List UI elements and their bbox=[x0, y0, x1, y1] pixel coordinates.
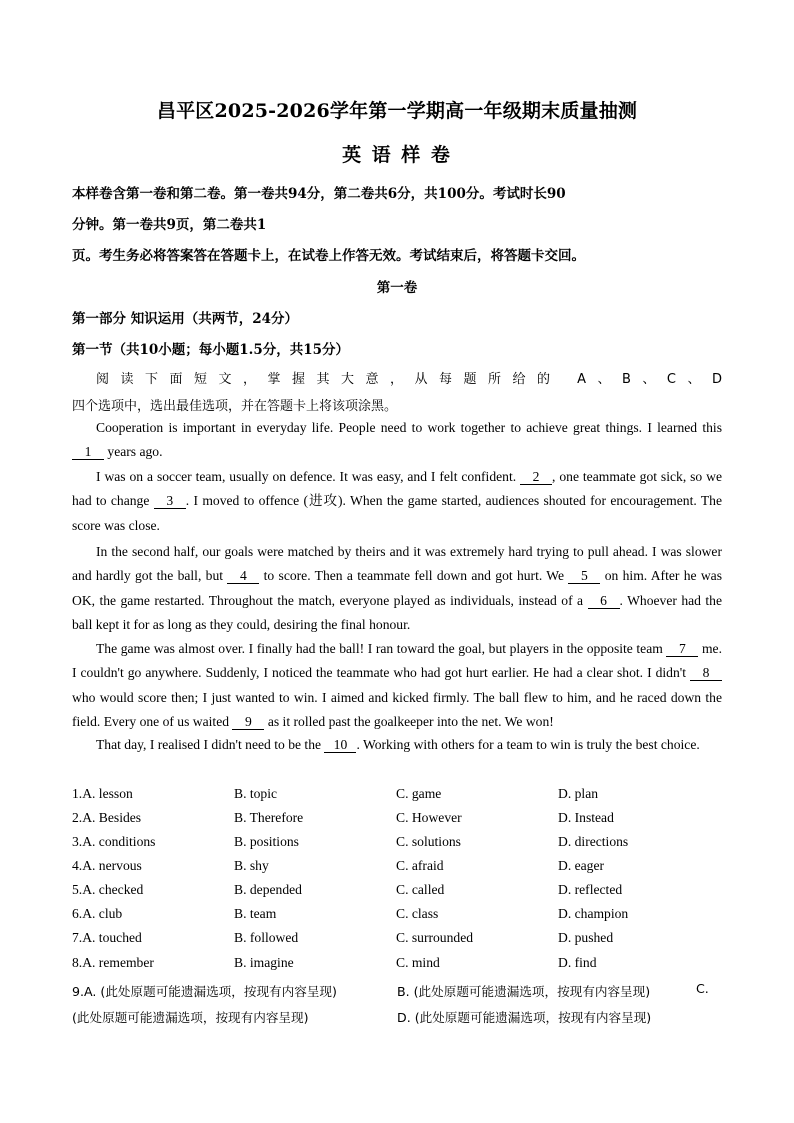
option-7a[interactable]: 7.A. touched bbox=[72, 930, 142, 945]
option-8c[interactable]: C. mind bbox=[396, 955, 440, 970]
option-6c[interactable]: C. class bbox=[396, 906, 439, 921]
instruction-line-1: 阅读下面短文，掌握其大意，从每题所给的 A、B、C、D bbox=[96, 372, 722, 387]
blank-5[interactable]: 5 bbox=[568, 568, 600, 584]
option-3d[interactable]: D. directions bbox=[558, 834, 629, 849]
options-row-q6 bbox=[72, 906, 722, 928]
option-5b[interactable]: B. depended bbox=[234, 882, 302, 897]
option-6d[interactable]: D. champion bbox=[558, 906, 629, 921]
option-4b[interactable]: B. shy bbox=[234, 858, 269, 873]
passage-paragraph-5: That day, I realised I didn't need to be the 10 . Working with others for a team to win is truly the best choice. bbox=[96, 737, 700, 752]
options-row-q2 bbox=[72, 810, 722, 832]
option-3a[interactable]: 3.A. conditions bbox=[72, 834, 156, 849]
blank-3[interactable]: 3 bbox=[154, 493, 186, 509]
exam-subtitle: 英 语 样 卷 bbox=[342, 144, 452, 166]
options-row-q3 bbox=[72, 834, 722, 856]
instruction-line-2: 四个选项中，选出最佳选项，并在答题卡上将该项涂黑。 bbox=[72, 399, 398, 414]
option-1c[interactable]: C. game bbox=[396, 786, 442, 801]
option-4c[interactable]: C. afraid bbox=[396, 858, 444, 873]
option-9d[interactable]: D. (此处原题可能遗漏选项，按现有内容呈现) bbox=[397, 1010, 652, 1025]
option-8b[interactable]: B. imagine bbox=[234, 955, 294, 970]
option-1b[interactable]: B. topic bbox=[234, 786, 278, 801]
blank-10[interactable]: 10 bbox=[324, 737, 356, 753]
passage-paragraph-1: Cooperation is important in everyday life. People need to work together to achieve great things. I learned this 1 years ago. bbox=[72, 416, 722, 465]
part-heading: 第一部分 知识运用（共两节，24分） bbox=[72, 311, 298, 327]
option-5d[interactable]: D. reflected bbox=[558, 882, 623, 897]
passage-paragraph-3: In the second half, our goals were matched by theirs and it was extremely hard trying to pull ahead. I was slower and hardly got the ball, but 4 to score. Then a teammate fell down and got hurt. We 5 on him. After he was OK, the game restarted. Throughout the match, everyone played as individuals, instead of a 6 . Whoever had the ball kept it for as long as they could, desiring the final honour. bbox=[72, 544, 722, 633]
option-3b[interactable]: B. positions bbox=[234, 834, 299, 849]
option-4a[interactable]: 4.A. nervous bbox=[72, 858, 142, 873]
option-7c[interactable]: C. surrounded bbox=[396, 930, 474, 945]
option-2d[interactable]: D. Instead bbox=[558, 810, 614, 825]
option-5c[interactable]: C. called bbox=[396, 882, 445, 897]
option-9c-text: (此处原题可能遗漏选项，按现有内容呈现) bbox=[72, 1010, 309, 1025]
option-4d[interactable]: D. eager bbox=[558, 858, 605, 873]
option-6b[interactable]: B. team bbox=[234, 906, 277, 921]
option-9c-label[interactable]: C. bbox=[696, 981, 709, 996]
options-row-q7 bbox=[72, 930, 722, 952]
option-8a[interactable]: 8.A. remember bbox=[72, 955, 154, 970]
blank-6[interactable]: 6 bbox=[588, 593, 620, 609]
option-7d[interactable]: D. pushed bbox=[558, 930, 614, 945]
option-8d[interactable]: D. find bbox=[558, 955, 597, 970]
options-row-q8 bbox=[72, 955, 722, 977]
options-row-q4 bbox=[72, 858, 722, 880]
option-2c[interactable]: C. However bbox=[396, 810, 462, 825]
intro-line-1: 本样卷含第一卷和第二卷。第一卷共94分，第二卷共6分，共100分。考试时长90 bbox=[72, 186, 566, 202]
blank-1[interactable]: 1 bbox=[72, 444, 104, 460]
options-row-q1 bbox=[72, 786, 722, 808]
blank-4[interactable]: 4 bbox=[227, 568, 259, 584]
options-row-q5 bbox=[72, 882, 722, 904]
exam-title: 昌平区2025-2026学年第一学期高一年级期末质量抽测 bbox=[156, 100, 638, 122]
option-7b[interactable]: B. followed bbox=[234, 930, 299, 945]
option-9b[interactable]: B. (此处原题可能遗漏选项，按现有内容呈现) bbox=[397, 984, 651, 999]
option-1d[interactable]: D. plan bbox=[558, 786, 599, 801]
option-3c[interactable]: C. solutions bbox=[396, 834, 461, 849]
option-2a[interactable]: 2.A. Besides bbox=[72, 810, 142, 825]
option-2b[interactable]: B. Therefore bbox=[234, 810, 304, 825]
blank-9[interactable]: 9 bbox=[232, 714, 264, 730]
option-9a[interactable]: 9.A. (此处原题可能遗漏选项，按现有内容呈现) bbox=[72, 984, 337, 999]
blank-8[interactable]: 8 bbox=[690, 665, 722, 681]
option-5a[interactable]: 5.A. checked bbox=[72, 882, 144, 897]
volume-heading: 第一卷 bbox=[376, 280, 418, 296]
intro-line-3: 页。考生务必将答案答在答题卡上，在试卷上作答无效。考试结束后，将答题卡交回。 bbox=[72, 248, 585, 264]
subsection-heading: 第一节（共10小题；每小题1.5分，共15分） bbox=[72, 342, 350, 358]
passage-paragraph-4: The game was almost over. I finally had the ball! I ran toward the goal, but players in the opposite team 7 me. I couldn't go anywhere. Suddenly, I noticed the teammate who had got hurt earlier. He had a clear shot. I didn't 8 who would score then; I just wanted to win. I aimed and kicked firmly. The ball flew to him, and he raced down the field. Every one of us waited 9 as it rolled past the goalkeeper into the net. We won! bbox=[72, 641, 722, 730]
option-6a[interactable]: 6.A. club bbox=[72, 906, 123, 921]
option-1a[interactable]: 1.A. lesson bbox=[72, 786, 133, 801]
blank-7[interactable]: 7 bbox=[666, 641, 698, 657]
blank-2[interactable]: 2 bbox=[520, 469, 552, 485]
intro-line-2: 分钟。第一卷共9页，第二卷共1 bbox=[72, 217, 267, 233]
passage-paragraph-2: I was on a soccer team, usually on defence. It was easy, and I felt confident. 2 , one teammate got sick, so we had to change 3 . I moved to offence (进攻). When the game started, audiences shouted for encouragement. The score was close. bbox=[72, 469, 722, 533]
